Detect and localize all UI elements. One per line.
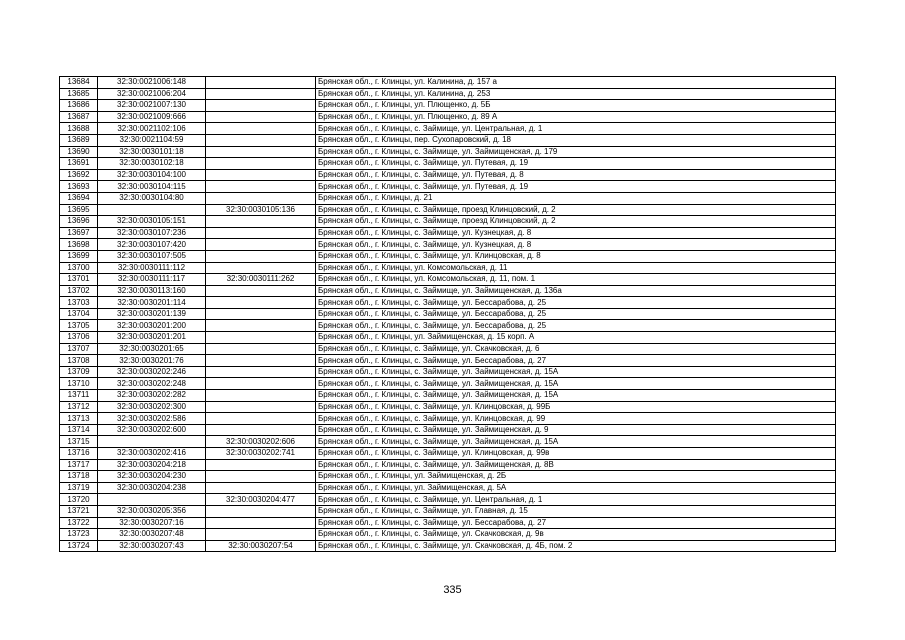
cadastral-number-cell: 32:30:0030201:76 bbox=[98, 355, 206, 367]
related-cadastral-number-cell bbox=[206, 239, 316, 251]
cadastral-number-cell: 32:30:0030204:238 bbox=[98, 482, 206, 494]
row-number-cell: 13715 bbox=[60, 436, 98, 448]
related-cadastral-number-cell bbox=[206, 355, 316, 367]
cadastral-number-cell: 32:30:0021102:106 bbox=[98, 123, 206, 135]
row-number-cell: 13719 bbox=[60, 482, 98, 494]
row-number-cell: 13717 bbox=[60, 459, 98, 471]
address-cell: Брянская обл., г. Клинцы, с. Займище, ул. Клинцовская, д. 99в bbox=[316, 448, 836, 460]
row-number-cell: 13689 bbox=[60, 134, 98, 146]
table-row bbox=[60, 332, 836, 344]
row-number-cell: 13688 bbox=[60, 123, 98, 135]
table-row bbox=[60, 227, 836, 239]
cadastral-number-cell bbox=[98, 204, 206, 216]
cadastral-number-cell: 32:30:0030101:18 bbox=[98, 146, 206, 158]
address-cell: Брянская обл., г. Клинцы, ул. Займищенская, д. 2Б bbox=[316, 471, 836, 483]
address-cell: Брянская обл., г. Клинцы, ул. Комсомольская, д. 11 bbox=[316, 262, 836, 274]
cadastral-number-cell: 32:30:0030104:115 bbox=[98, 181, 206, 193]
table-row bbox=[60, 111, 836, 123]
row-number-cell: 13724 bbox=[60, 540, 98, 552]
related-cadastral-number-cell: 32:30:0030207:54 bbox=[206, 540, 316, 552]
table-row bbox=[60, 482, 836, 494]
related-cadastral-number-cell bbox=[206, 123, 316, 135]
related-cadastral-number-cell: 32:30:0030202:606 bbox=[206, 436, 316, 448]
related-cadastral-number-cell bbox=[206, 471, 316, 483]
table-row bbox=[60, 459, 836, 471]
table-row bbox=[60, 413, 836, 425]
address-cell: Брянская обл., г. Клинцы, с. Займище, ул. Скачковская, д. 9в bbox=[316, 529, 836, 541]
row-number-cell: 13694 bbox=[60, 192, 98, 204]
address-cell: Брянская обл., г. Клинцы, с. Займище, ул. Клинцовская, д. 99Б bbox=[316, 401, 836, 413]
address-cell: Брянская обл., г. Клинцы, ул. Займищенская, д. 15 корп. А bbox=[316, 332, 836, 344]
table-row bbox=[60, 517, 836, 529]
cadastral-number-cell: 32:30:0030201:65 bbox=[98, 343, 206, 355]
related-cadastral-number-cell bbox=[206, 192, 316, 204]
table-row bbox=[60, 355, 836, 367]
address-cell: Брянская обл., г. Клинцы, с. Займище, ул. Бессарабова, д. 27 bbox=[316, 355, 836, 367]
table-row bbox=[60, 100, 836, 112]
cadastral-number-cell: 32:30:0030201:114 bbox=[98, 297, 206, 309]
row-number-cell: 13710 bbox=[60, 378, 98, 390]
table-row bbox=[60, 123, 836, 135]
cadastral-number-cell: 32:30:0030204:218 bbox=[98, 459, 206, 471]
cadastral-number-cell: 32:30:0030201:200 bbox=[98, 320, 206, 332]
cadastral-number-cell: 32:30:0030113:160 bbox=[98, 285, 206, 297]
cadastral-number-cell: 32:30:0030204:230 bbox=[98, 471, 206, 483]
table-row bbox=[60, 505, 836, 517]
address-cell: Брянская обл., г. Клинцы, ул. Калинина, д. 157 а bbox=[316, 77, 836, 89]
table-row bbox=[60, 366, 836, 378]
table-row bbox=[60, 274, 836, 286]
row-number-cell: 13706 bbox=[60, 332, 98, 344]
row-number-cell: 13686 bbox=[60, 100, 98, 112]
row-number-cell: 13711 bbox=[60, 390, 98, 402]
cadastral-number-cell: 32:30:0030202:300 bbox=[98, 401, 206, 413]
cadastral-number-cell bbox=[98, 436, 206, 448]
address-cell: Брянская обл., г. Клинцы, с. Займище, ул. Займищенская, д. 15А bbox=[316, 436, 836, 448]
table-row bbox=[60, 204, 836, 216]
row-number-cell: 13691 bbox=[60, 158, 98, 170]
table-row bbox=[60, 169, 836, 181]
cadastral-number-cell: 32:30:0030202:600 bbox=[98, 424, 206, 436]
related-cadastral-number-cell bbox=[206, 459, 316, 471]
cadastral-number-cell: 32:30:0030102:18 bbox=[98, 158, 206, 170]
cadastral-number-cell: 32:30:0030201:201 bbox=[98, 332, 206, 344]
related-cadastral-number-cell bbox=[206, 517, 316, 529]
address-cell: Брянская обл., г. Клинцы, ул. Плющенко, д. 5Б bbox=[316, 100, 836, 112]
cadastral-number-cell: 32:30:0021006:204 bbox=[98, 88, 206, 100]
related-cadastral-number-cell bbox=[206, 285, 316, 297]
cadastral-number-cell: 32:30:0030201:139 bbox=[98, 308, 206, 320]
related-cadastral-number-cell bbox=[206, 158, 316, 170]
table-row bbox=[60, 216, 836, 228]
cadastral-number-cell: 32:30:0030202:282 bbox=[98, 390, 206, 402]
related-cadastral-number-cell bbox=[206, 320, 316, 332]
related-cadastral-number-cell: 32:30:0030105:136 bbox=[206, 204, 316, 216]
table-row bbox=[60, 424, 836, 436]
address-cell: Брянская обл., г. Клинцы, с. Займище, ул. Путевая, д. 8 bbox=[316, 169, 836, 181]
table-row bbox=[60, 529, 836, 541]
table-row bbox=[60, 343, 836, 355]
table-row bbox=[60, 158, 836, 170]
cadastral-number-cell: 32:30:0030107:420 bbox=[98, 239, 206, 251]
table-row bbox=[60, 471, 836, 483]
related-cadastral-number-cell bbox=[206, 262, 316, 274]
cadastral-number-cell: 32:30:0021006:148 bbox=[98, 77, 206, 89]
related-cadastral-number-cell bbox=[206, 332, 316, 344]
related-cadastral-number-cell bbox=[206, 366, 316, 378]
address-cell: Брянская обл., г. Клинцы, с. Займище, ул. Бессарабова, д. 25 bbox=[316, 320, 836, 332]
address-cell: Брянская обл., г. Клинцы, с. Займище, ул. Займищенская, д. 15А bbox=[316, 378, 836, 390]
table-row bbox=[60, 181, 836, 193]
table-row bbox=[60, 494, 836, 506]
address-cell: Брянская обл., г. Клинцы, с. Займище, ул. Главная, д. 15 bbox=[316, 505, 836, 517]
related-cadastral-number-cell bbox=[206, 88, 316, 100]
address-cell: Брянская обл., г. Клинцы, с. Займище, ул. Скачковская, д. 4Б, пом. 2 bbox=[316, 540, 836, 552]
address-cell: Брянская обл., г. Клинцы, с. Займище, ул. Путевая, д. 19 bbox=[316, 181, 836, 193]
table-row bbox=[60, 320, 836, 332]
address-cell: Брянская обл., г. Клинцы, с. Займище, ул. Клинцовская, д. 8 bbox=[316, 250, 836, 262]
table-row bbox=[60, 390, 836, 402]
address-cell: Брянская обл., г. Клинцы, с. Займище, ул. Бессарабова, д. 25 bbox=[316, 308, 836, 320]
cadastral-number-cell: 32:30:0030207:16 bbox=[98, 517, 206, 529]
table-row bbox=[60, 88, 836, 100]
related-cadastral-number-cell bbox=[206, 169, 316, 181]
cadastral-number-cell: 32:30:0021104:59 bbox=[98, 134, 206, 146]
related-cadastral-number-cell bbox=[206, 343, 316, 355]
table-row bbox=[60, 77, 836, 89]
related-cadastral-number-cell bbox=[206, 378, 316, 390]
address-cell: Брянская обл., г. Клинцы, с. Займище, ул. Займищенская, д. 15А bbox=[316, 390, 836, 402]
related-cadastral-number-cell bbox=[206, 134, 316, 146]
row-number-cell: 13709 bbox=[60, 366, 98, 378]
related-cadastral-number-cell bbox=[206, 308, 316, 320]
page-number: 335 bbox=[443, 584, 462, 596]
address-cell: Брянская обл., г. Клинцы, ул. Комсомольская, д. 11, пом. 1 bbox=[316, 274, 836, 286]
table-row bbox=[60, 401, 836, 413]
row-number-cell: 13722 bbox=[60, 517, 98, 529]
address-cell: Брянская обл., г. Клинцы, с. Займище, ул. Скачковская, д. 6 bbox=[316, 343, 836, 355]
related-cadastral-number-cell bbox=[206, 297, 316, 309]
cadastral-number-cell: 32:30:0030104:80 bbox=[98, 192, 206, 204]
table-row bbox=[60, 262, 836, 274]
table-row bbox=[60, 436, 836, 448]
related-cadastral-number-cell bbox=[206, 146, 316, 158]
related-cadastral-number-cell bbox=[206, 401, 316, 413]
address-cell: Брянская обл., г. Клинцы, с. Займище, ул. Займищенская, д. 136а bbox=[316, 285, 836, 297]
address-cell: Брянская обл., г. Клинцы, д. 21 bbox=[316, 192, 836, 204]
address-cell: Брянская обл., г. Клинцы, ул. Калинина, д. 253 bbox=[316, 88, 836, 100]
row-number-cell: 13708 bbox=[60, 355, 98, 367]
address-cell: Брянская обл., г. Клинцы, с. Займище, ул. Займищенская, д. 179 bbox=[316, 146, 836, 158]
row-number-cell: 13702 bbox=[60, 285, 98, 297]
related-cadastral-number-cell bbox=[206, 181, 316, 193]
address-cell: Брянская обл., г. Клинцы, ул. Плющенко, д. 89 А bbox=[316, 111, 836, 123]
row-number-cell: 13703 bbox=[60, 297, 98, 309]
address-cell: Брянская обл., г. Клинцы, с. Займище, ул. Займищенская, д. 8В bbox=[316, 459, 836, 471]
row-number-cell: 13687 bbox=[60, 111, 98, 123]
address-cell: Брянская обл., г. Клинцы, с. Займище, проезд Клинцовский, д. 2 bbox=[316, 216, 836, 228]
address-cell: Брянская обл., г. Клинцы, с. Займище, ул. Кузнецкая, д. 8 bbox=[316, 227, 836, 239]
related-cadastral-number-cell: 32:30:0030204:477 bbox=[206, 494, 316, 506]
related-cadastral-number-cell bbox=[206, 413, 316, 425]
address-cell: Брянская обл., г. Клинцы, с. Займище, ул. Путевая, д. 19 bbox=[316, 158, 836, 170]
row-number-cell: 13701 bbox=[60, 274, 98, 286]
address-cell: Брянская обл., г. Клинцы, с. Займище, ул. Займищенская, д. 15А bbox=[316, 366, 836, 378]
row-number-cell: 13705 bbox=[60, 320, 98, 332]
address-cell: Брянская обл., г. Клинцы, с. Займище, ул. Кузнецкая, д. 8 bbox=[316, 239, 836, 251]
cadastral-number-cell: 32:30:0030202:416 bbox=[98, 448, 206, 460]
row-number-cell: 13699 bbox=[60, 250, 98, 262]
table-row bbox=[60, 146, 836, 158]
address-cell: Брянская обл., г. Клинцы, с. Займище, проезд Клинцовский, д. 2 bbox=[316, 204, 836, 216]
row-number-cell: 13721 bbox=[60, 505, 98, 517]
address-cell: Брянская обл., г. Клинцы, с. Займище, ул. Бессарабова, д. 27 bbox=[316, 517, 836, 529]
table-row bbox=[60, 285, 836, 297]
row-number-cell: 13723 bbox=[60, 529, 98, 541]
address-cell: Брянская обл., г. Клинцы, ул. Займищенская, д. 5А bbox=[316, 482, 836, 494]
cadastral-number-cell bbox=[98, 494, 206, 506]
related-cadastral-number-cell bbox=[206, 529, 316, 541]
cadastral-number-cell: 32:30:0021009:666 bbox=[98, 111, 206, 123]
related-cadastral-number-cell bbox=[206, 505, 316, 517]
row-number-cell: 13714 bbox=[60, 424, 98, 436]
row-number-cell: 13685 bbox=[60, 88, 98, 100]
related-cadastral-number-cell bbox=[206, 216, 316, 228]
table-row bbox=[60, 308, 836, 320]
row-number-cell: 13693 bbox=[60, 181, 98, 193]
related-cadastral-number-cell bbox=[206, 424, 316, 436]
row-number-cell: 13704 bbox=[60, 308, 98, 320]
related-cadastral-number-cell: 32:30:0030111:262 bbox=[206, 274, 316, 286]
table-row bbox=[60, 250, 836, 262]
row-number-cell: 13697 bbox=[60, 227, 98, 239]
address-cell: Брянская обл., г. Клинцы, с. Займище, ул. Клинцовская, д. 99 bbox=[316, 413, 836, 425]
row-number-cell: 13700 bbox=[60, 262, 98, 274]
row-number-cell: 13718 bbox=[60, 471, 98, 483]
table-row bbox=[60, 192, 836, 204]
row-number-cell: 13698 bbox=[60, 239, 98, 251]
table-row bbox=[60, 239, 836, 251]
cadastral-number-cell: 32:30:0030202:248 bbox=[98, 378, 206, 390]
related-cadastral-number-cell: 32:30:0030202:741 bbox=[206, 448, 316, 460]
related-cadastral-number-cell bbox=[206, 100, 316, 112]
table-row bbox=[60, 134, 836, 146]
row-number-cell: 13713 bbox=[60, 413, 98, 425]
related-cadastral-number-cell bbox=[206, 390, 316, 402]
cadastral-number-cell: 32:30:0030205:356 bbox=[98, 505, 206, 517]
cadastral-number-cell: 32:30:0030107:236 bbox=[98, 227, 206, 239]
row-number-cell: 13716 bbox=[60, 448, 98, 460]
row-number-cell: 13684 bbox=[60, 77, 98, 89]
address-cell: Брянская обл., г. Клинцы, с. Займище, ул. Бессарабова, д. 25 bbox=[316, 297, 836, 309]
row-number-cell: 13695 bbox=[60, 204, 98, 216]
row-number-cell: 13720 bbox=[60, 494, 98, 506]
related-cadastral-number-cell bbox=[206, 227, 316, 239]
cadastral-number-cell: 32:30:0021007:130 bbox=[98, 100, 206, 112]
table-row bbox=[60, 378, 836, 390]
cadastral-number-cell: 32:30:0030202:586 bbox=[98, 413, 206, 425]
table-row bbox=[60, 540, 836, 552]
row-number-cell: 13707 bbox=[60, 343, 98, 355]
table-row bbox=[60, 448, 836, 460]
cadastral-number-cell: 32:30:0030207:48 bbox=[98, 529, 206, 541]
address-cell: Брянская обл., г. Клинцы, с. Займище, ул. Центральная, д. 1 bbox=[316, 494, 836, 506]
property-table-body bbox=[60, 77, 836, 552]
cadastral-number-cell: 32:30:0030107:505 bbox=[98, 250, 206, 262]
cadastral-number-cell: 32:30:0030207:43 bbox=[98, 540, 206, 552]
related-cadastral-number-cell bbox=[206, 482, 316, 494]
cadastral-number-cell: 32:30:0030202:246 bbox=[98, 366, 206, 378]
related-cadastral-number-cell bbox=[206, 111, 316, 123]
cadastral-number-cell: 32:30:0030111:117 bbox=[98, 274, 206, 286]
row-number-cell: 13712 bbox=[60, 401, 98, 413]
row-number-cell: 13692 bbox=[60, 169, 98, 181]
address-cell: Брянская обл., г. Клинцы, пер. Сухопаровский, д. 18 bbox=[316, 134, 836, 146]
table-row bbox=[60, 297, 836, 309]
cadastral-number-cell: 32:30:0030111:112 bbox=[98, 262, 206, 274]
property-table bbox=[59, 76, 836, 552]
cadastral-number-cell: 32:30:0030104:100 bbox=[98, 169, 206, 181]
address-cell: Брянская обл., г. Клинцы, с. Займище, ул. Центральная, д. 1 bbox=[316, 123, 836, 135]
cadastral-number-cell: 32:30:0030105:151 bbox=[98, 216, 206, 228]
row-number-cell: 13696 bbox=[60, 216, 98, 228]
related-cadastral-number-cell bbox=[206, 250, 316, 262]
address-cell: Брянская обл., г. Клинцы, с. Займище, ул. Займищенская, д. 9 bbox=[316, 424, 836, 436]
related-cadastral-number-cell bbox=[206, 77, 316, 89]
row-number-cell: 13690 bbox=[60, 146, 98, 158]
